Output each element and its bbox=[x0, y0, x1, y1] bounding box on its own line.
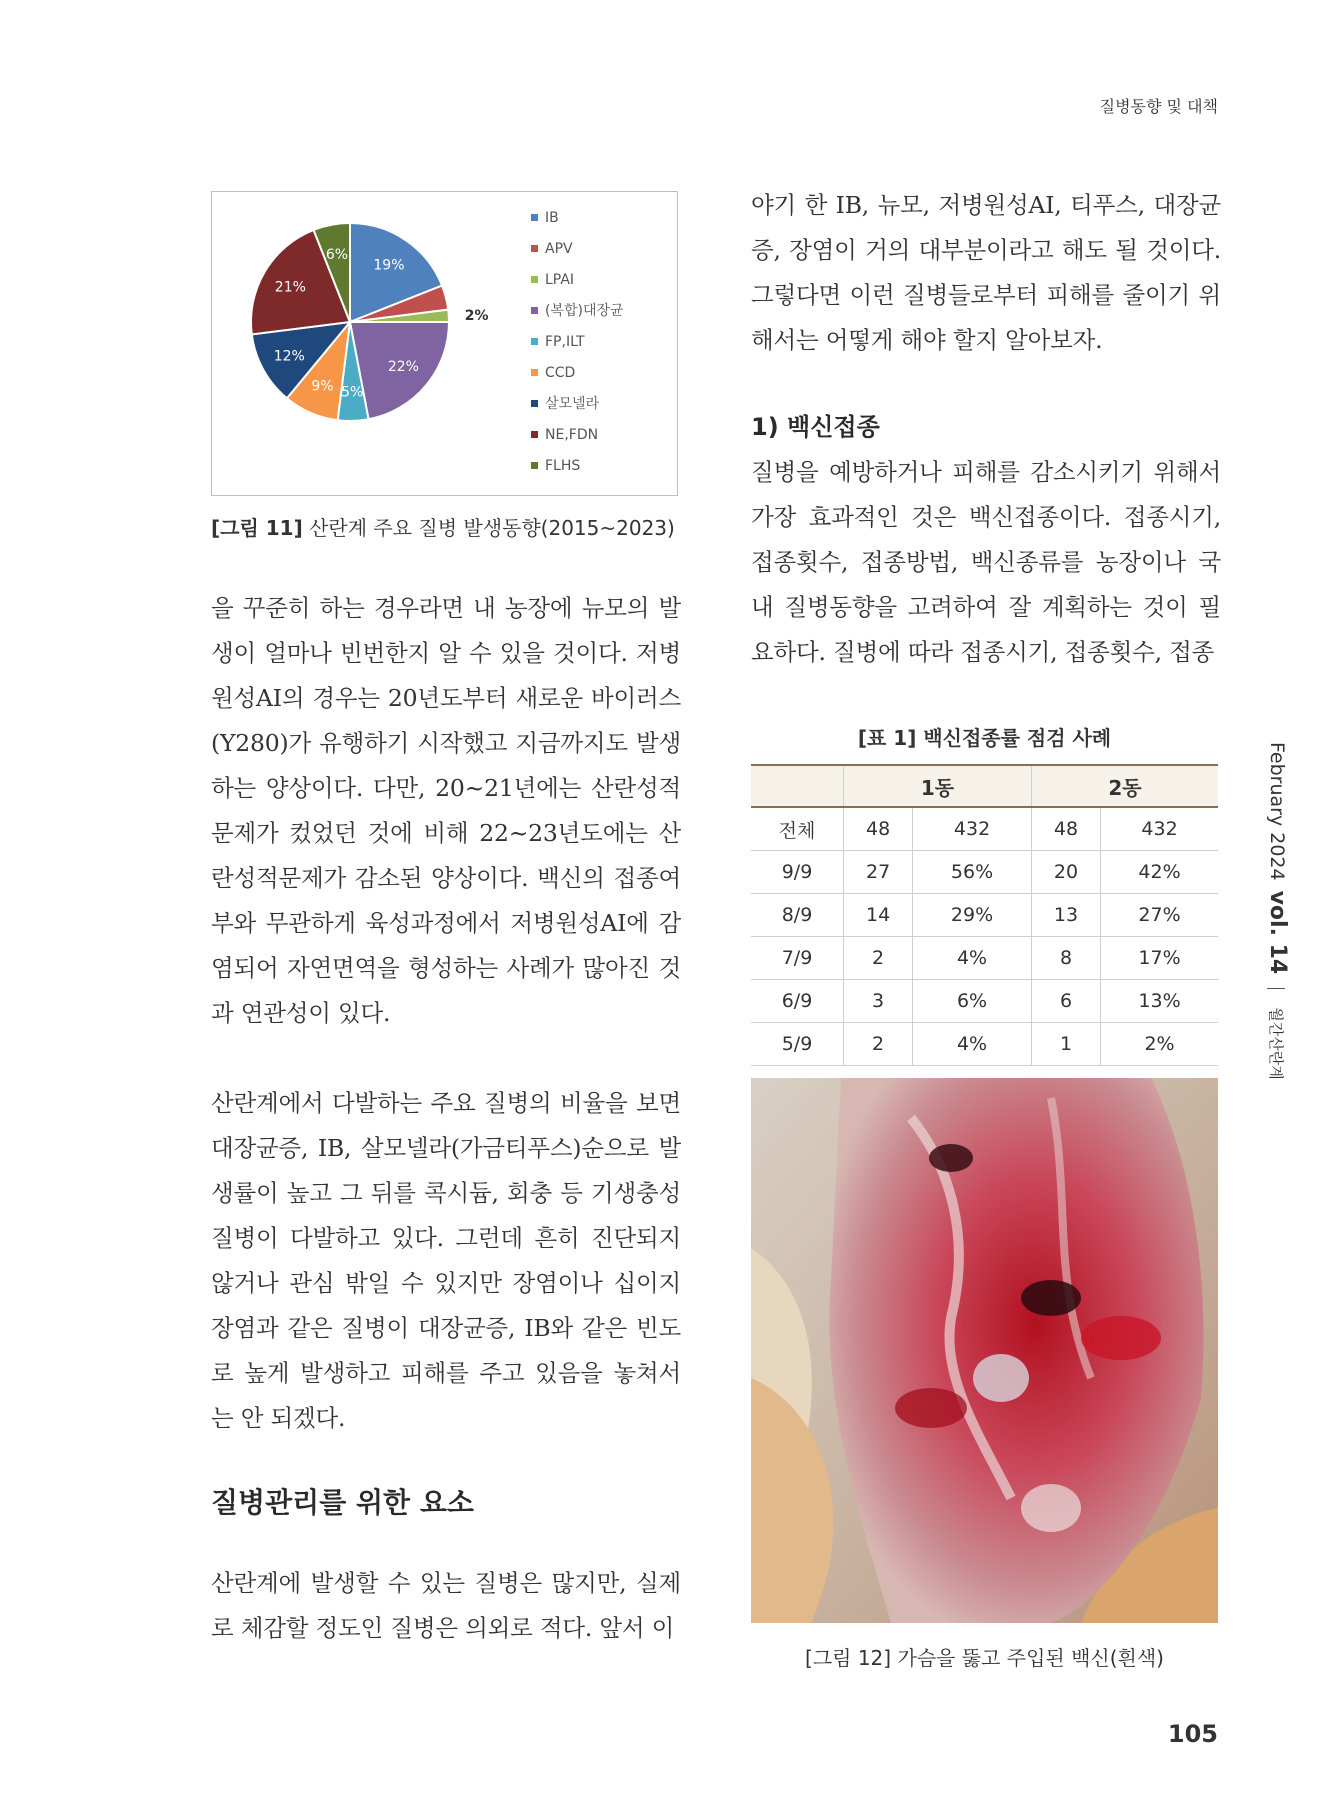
issue-month: February 2024 bbox=[1266, 742, 1288, 881]
table-row bbox=[751, 980, 1218, 1023]
table-cell: 2 bbox=[844, 1023, 913, 1066]
table-cell: 3 bbox=[844, 980, 913, 1023]
table-cell: 432 bbox=[1101, 807, 1218, 851]
legend-swatch-9 bbox=[531, 462, 538, 469]
table-cell: 20 bbox=[1031, 851, 1100, 894]
table-cell: 13 bbox=[1031, 894, 1100, 937]
table-cell: 29% bbox=[913, 894, 1032, 937]
table-cell: 4% bbox=[913, 1023, 1032, 1066]
legend-swatch-8 bbox=[531, 431, 538, 438]
figure-11-caption bbox=[211, 512, 675, 541]
left-paragraph-2: 산란계에서 다발하는 주요 질병의 비율을 보면 대장균증, IB, 살모넬라(가금티푸스)순으로 발생률이 높고 그 뒤를 콕시듐, 회충 등 기생충성 질병이 다발하고 있다. 그런데 흔히 진단되지 않거나 관심 밖일 수 있지만 장염이나 십이지장염과 같은 질병이 대장균증, IB와 같은 빈도로 높게 발생하고 피해를 주고 있음을 놓쳐서는 안 되겠다. bbox=[211, 1089, 681, 1432]
table-row bbox=[751, 937, 1218, 980]
table-cell: 6 bbox=[1031, 980, 1100, 1023]
table-cell: 8/9 bbox=[751, 894, 844, 937]
figure-11-label: [그림 11] bbox=[211, 516, 303, 540]
volume-number: vol. 14 bbox=[1265, 890, 1290, 975]
table-cell: 17% bbox=[1101, 937, 1218, 980]
table-cell: 432 bbox=[913, 807, 1032, 851]
legend-label-4: (복합)대장균 bbox=[545, 303, 624, 319]
legend-swatch-7 bbox=[531, 400, 538, 407]
table-row bbox=[751, 851, 1218, 894]
table-row bbox=[751, 807, 1218, 851]
table-cell: 14 bbox=[844, 894, 913, 937]
legend-label-8: NE,FDN bbox=[545, 427, 599, 443]
left-paragraph-3: 산란계에 발생할 수 있는 질병은 많지만, 실제로 체감할 정도인 질병은 의외로 적다. 앞서 이 bbox=[211, 1569, 681, 1642]
table-cell: 42% bbox=[1101, 851, 1218, 894]
table-header-building-2: 2동 bbox=[1031, 765, 1218, 807]
pie-data-label-6: 9% bbox=[311, 378, 334, 395]
legend-swatch-4 bbox=[531, 307, 538, 314]
table-header-blank bbox=[751, 765, 844, 807]
table-cell: 4% bbox=[913, 937, 1032, 980]
figure-11-chart bbox=[211, 191, 678, 496]
pie-data-label-4: 22% bbox=[387, 359, 419, 376]
legend-swatch-1 bbox=[531, 214, 538, 221]
figure-12-photo bbox=[751, 1078, 1218, 1623]
section-heading: 질병관리를 위한 요소 bbox=[211, 1486, 474, 1519]
pie-chart bbox=[212, 192, 679, 497]
legend-label-2: APV bbox=[545, 241, 573, 257]
legend-label-1: IB bbox=[545, 210, 559, 226]
pie-data-label-5: 5% bbox=[341, 384, 364, 401]
magazine-name: 월간산란계 bbox=[1267, 1007, 1285, 1080]
page-number: 105 bbox=[1167, 1720, 1218, 1748]
table-cell: 48 bbox=[1031, 807, 1100, 851]
table-cell: 2 bbox=[844, 937, 913, 980]
legend-swatch-3 bbox=[531, 276, 538, 283]
table-1-title: [표 1] 백신접종률 점검 사례 bbox=[857, 726, 1112, 750]
subsection-heading: 1) 백신접종 bbox=[751, 413, 880, 441]
legend-swatch-5 bbox=[531, 338, 538, 345]
legend-label-5: FP,ILT bbox=[545, 334, 585, 350]
left-column bbox=[211, 586, 681, 1651]
legend-label-7: 살모넬라 bbox=[545, 396, 600, 412]
legend-label-3: LPAI bbox=[545, 272, 575, 288]
running-header: 질병동향 및 대책 bbox=[1099, 97, 1218, 116]
pie-data-label-7: 12% bbox=[273, 348, 305, 365]
legend-label-9: FLHS bbox=[545, 458, 581, 474]
right-paragraph-1: 야기 한 IB, 뉴모, 저병원성AI, 티푸스, 대장균증, 장염이 거의 대부분이라고 해도 될 것이다. 그렇다면 이런 질병들로부터 피해를 줄이기 위해서는 어떻게 해야 할지 알아보자. bbox=[751, 191, 1221, 354]
table-cell: 13% bbox=[1101, 980, 1218, 1023]
table-cell: 27 bbox=[844, 851, 913, 894]
table-cell: 56% bbox=[913, 851, 1032, 894]
pie-data-label-8: 21% bbox=[274, 279, 306, 296]
figure-11-text: 산란계 주요 질병 발생동향(2015~2023) bbox=[302, 516, 675, 540]
table-cell: 5/9 bbox=[751, 1023, 844, 1066]
right-column bbox=[751, 183, 1221, 675]
pie-data-label-9: 6% bbox=[325, 246, 349, 263]
pie-data-label-1: 19% bbox=[373, 257, 405, 274]
legend-swatch-6 bbox=[531, 369, 538, 376]
table-row bbox=[751, 894, 1218, 937]
table-header-building-1: 1동 bbox=[844, 765, 1032, 807]
pie-data-label-3: 2% bbox=[464, 307, 489, 324]
sidebar-vertical bbox=[1265, 742, 1310, 1080]
figure-12-caption: [그림 12] 가슴을 뚫고 주입된 백신(흰색) bbox=[805, 1646, 1164, 1670]
table-cell: 27% bbox=[1101, 894, 1218, 937]
vaccination-table bbox=[751, 764, 1218, 1066]
legend-label-6: CCD bbox=[545, 365, 576, 381]
right-paragraph-2: 질병을 예방하거나 피해를 감소시키기 위해서 가장 효과적인 것은 백신접종이다. 접종시기, 접종횟수, 접종방법, 백신종류를 농장이나 국내 질병동향을 고려하여 잘 계획하는 것이 필요하다. 질병에 따라 접종시기, 접종횟수, 접종 bbox=[751, 458, 1221, 666]
table-cell: 7/9 bbox=[751, 937, 844, 980]
table-cell: 전체 bbox=[751, 807, 844, 851]
table-row bbox=[751, 1023, 1218, 1066]
table-cell: 6% bbox=[913, 980, 1032, 1023]
table-cell: 9/9 bbox=[751, 851, 844, 894]
table-cell: 8 bbox=[1031, 937, 1100, 980]
legend-swatch-2 bbox=[531, 245, 538, 252]
table-header-row bbox=[751, 765, 1218, 807]
table-cell: 48 bbox=[844, 807, 913, 851]
table-cell: 6/9 bbox=[751, 980, 844, 1023]
sidebar-text bbox=[1265, 742, 1290, 1080]
necropsy-photo-illustration bbox=[751, 1078, 1218, 1623]
sidebar-divider bbox=[1268, 988, 1286, 989]
table-cell: 1 bbox=[1031, 1023, 1100, 1066]
table-cell: 2% bbox=[1101, 1023, 1218, 1066]
left-paragraph-1: 을 꾸준히 하는 경우라면 내 농장에 뉴모의 발생이 얼마나 빈번한지 알 수 있을 것이다. 저병원성AI의 경우는 20년도부터 새로운 바이러스(Y280)가 유행하기 시작했고 지금까지도 발생하는 양상이다. 다만, 20~21년에는 산란성적문제가 컸었던 것에 비해 22~23년도에는 산란성적문제가 감소된 양상이다. 백신의 접종여부와 무관하게 육성과정에서 저병원성AI에 감염되어 자연면역을 형성하는 사례가 많아진 것과 연관성이 있다. bbox=[211, 594, 681, 1027]
